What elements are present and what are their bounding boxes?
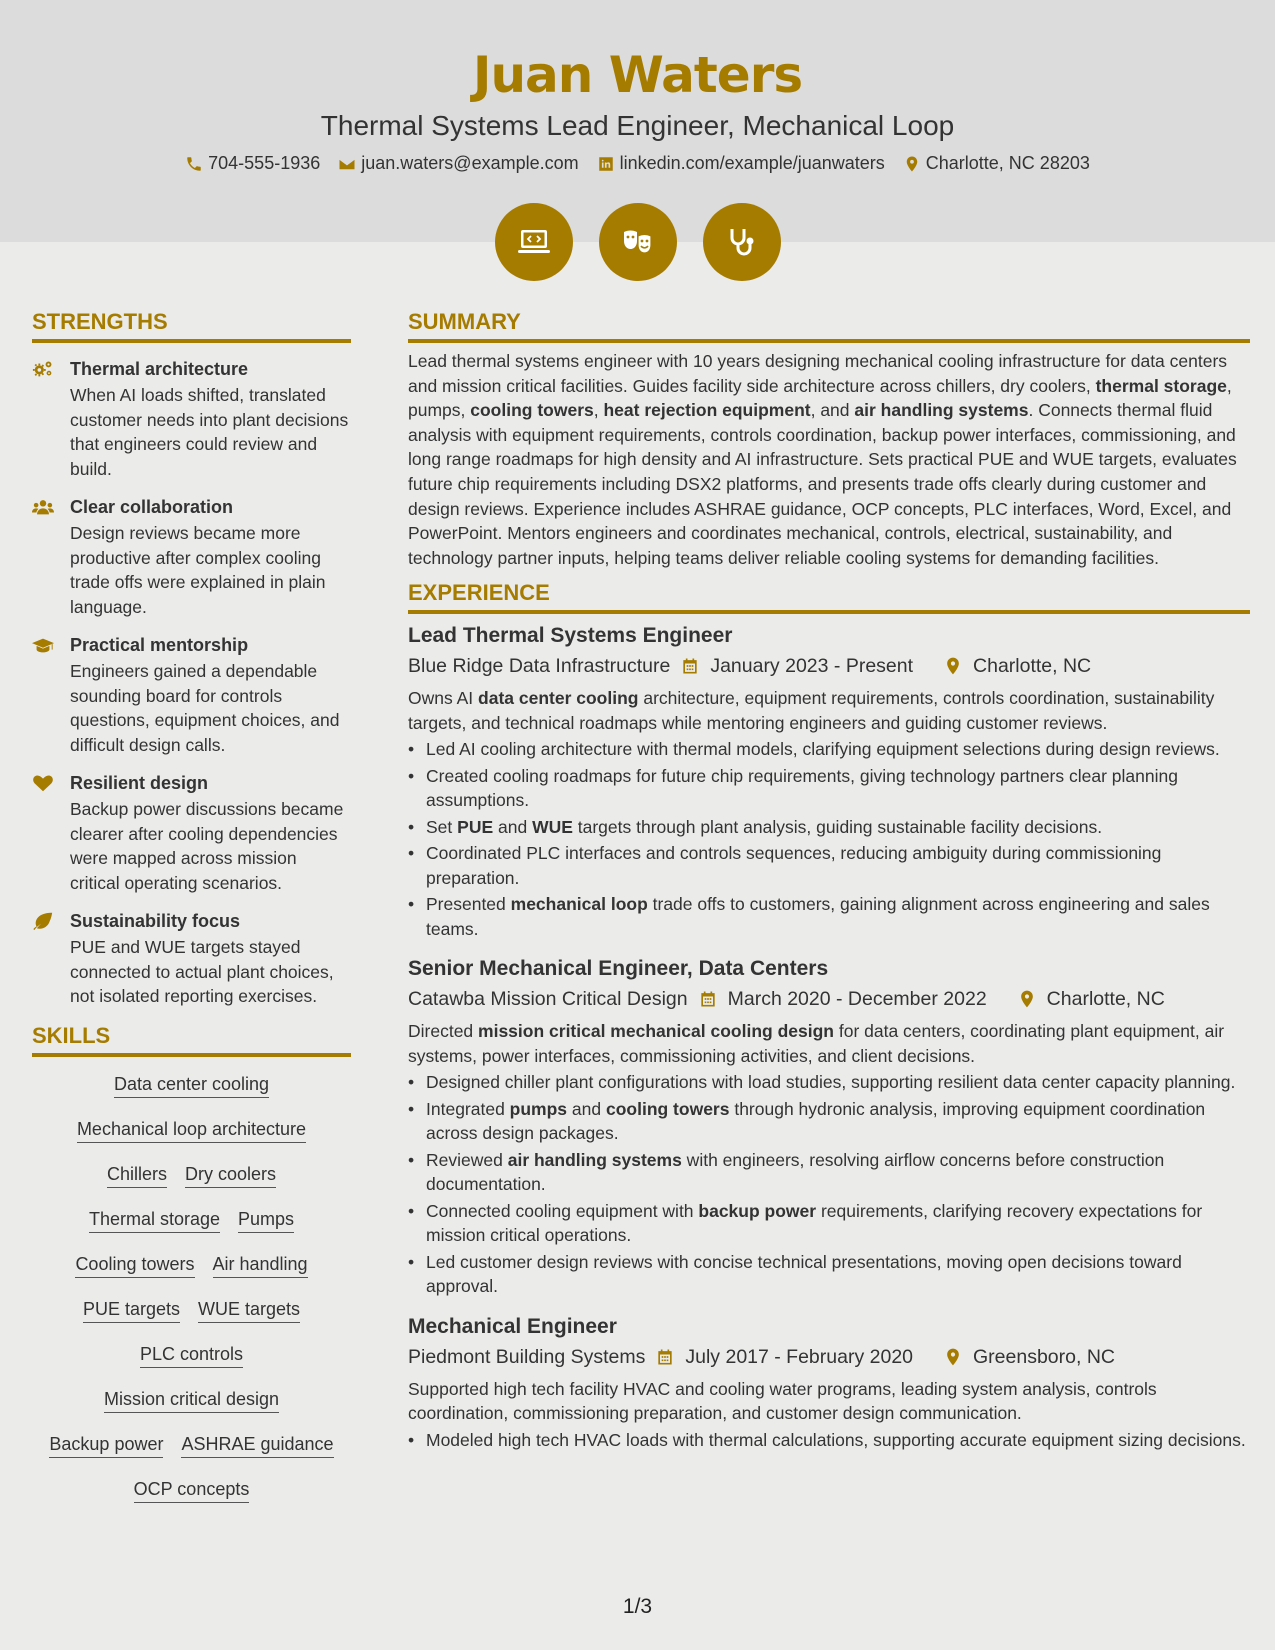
skill-tag: Cooling towers — [75, 1254, 194, 1278]
map-marker-icon — [903, 155, 921, 173]
strength-item — [32, 771, 351, 895]
job-bullet — [408, 737, 1250, 762]
job-entry — [408, 955, 1250, 1299]
gears-icon — [32, 357, 56, 481]
job-dates: July 2017 - February 2020 — [685, 1345, 914, 1368]
job-bullet — [408, 1148, 1250, 1197]
strength-body — [70, 495, 351, 619]
skills-list — [32, 1065, 351, 1515]
contact-bar — [0, 153, 1275, 174]
skill-tag: Mission critical design — [104, 1389, 279, 1413]
text-run: Connected cooling equipment with — [426, 1200, 699, 1221]
phone-icon — [185, 155, 203, 173]
badge-row — [0, 203, 1275, 281]
job-location: Greensboro, NC — [973, 1345, 1115, 1368]
right-column — [408, 309, 1250, 1454]
text-run: Modeled high tech HVAC loads with thermal calculations, supporting accurate equipment sizing decisions. — [426, 1429, 1246, 1450]
job-entry — [408, 622, 1250, 941]
job-company: Catawba Mission Critical Design — [408, 988, 688, 1011]
strength-body — [70, 357, 351, 481]
skill-row — [32, 1425, 351, 1470]
laptop-code-badge — [495, 203, 573, 281]
job-entry — [408, 1313, 1250, 1453]
strength-text: Engineers gained a dependable sounding board for controls questions, equipment choices, and difficult design calls. — [70, 661, 340, 755]
text-run: Coordinated PLC interfaces and controls sequences, reducing ambiguity during commissioning preparation. — [426, 843, 1162, 888]
job-meta — [408, 652, 1250, 680]
skill-row — [32, 1065, 351, 1110]
text-run: Integrated — [426, 1098, 510, 1119]
text-run: architecture, equipment requirements, controls coordination, sustainability targets, and technical roadmaps while mentoring engineers and guiding customer reviews. — [408, 688, 1215, 733]
graduation-cap-icon — [32, 633, 56, 757]
job-bullet — [408, 1199, 1250, 1248]
emphasis-text: cooling towers — [470, 400, 594, 421]
text-run: Directed — [408, 1021, 479, 1042]
contact-email[interactable] — [338, 153, 578, 174]
strength-title: Sustainability focus — [70, 911, 241, 931]
text-run: and — [493, 816, 533, 837]
map-marker-icon — [943, 656, 963, 676]
job-bullets — [408, 1070, 1250, 1299]
heart-icon — [32, 771, 56, 895]
skill-tag: WUE targets — [198, 1299, 300, 1323]
emphasis-text: WUE — [532, 816, 573, 837]
emphasis-text: mechanical loop — [510, 894, 648, 915]
text-run: through hydronic analysis, improving equipment coordination across design packages. — [426, 1098, 1206, 1144]
job-company: Piedmont Building Systems — [408, 1345, 646, 1368]
text-run: for data centers, coordinating plant equipment, air systems, power interfaces, commissioning activities, and client decisions. — [408, 1021, 1225, 1066]
job-description — [408, 686, 1250, 735]
job-role: Lead Thermal Systems Engineer — [408, 624, 733, 648]
page-number: 1/3 — [622, 1595, 653, 1618]
calendar-icon — [698, 989, 718, 1009]
job-location: Charlotte, NC — [973, 655, 1092, 678]
job-dates: January 2023 - Present — [710, 655, 914, 678]
strengths-heading: STRENGTHS — [32, 309, 351, 343]
location-text: Charlotte, NC 28203 — [925, 153, 1090, 173]
job-location: Charlotte, NC — [1046, 988, 1165, 1011]
job-bullet — [408, 892, 1250, 941]
candidate-name: Juan Waters — [472, 46, 803, 104]
emphasis-text: PUE — [457, 816, 494, 837]
strength-text: PUE and WUE targets stayed connected to actual plant choices, not isolated reporting exercises. — [70, 937, 334, 1006]
skill-tag: ASHRAE guidance — [181, 1434, 333, 1458]
text-run: Lead thermal systems engineer with 10 years designing mechanical cooling infrastructure for data centers and mission critical facilities. Guides facility side architecture across chillers, dry coolers, — [408, 351, 1228, 396]
masks-theater-badge — [599, 203, 677, 281]
strength-title: Practical mentorship — [70, 635, 249, 655]
strength-text: Backup power discussions became clearer after cooling dependencies were mapped across mission critical operating scenarios. — [70, 799, 344, 893]
laptop-code-icon — [514, 222, 554, 262]
skill-tag: Thermal storage — [89, 1209, 220, 1233]
emphasis-text: air handling systems — [507, 1149, 682, 1170]
job-bullet — [408, 1250, 1250, 1299]
skill-tag: Backup power — [49, 1434, 163, 1458]
job-meta — [408, 985, 1250, 1013]
strength-body — [70, 633, 351, 757]
strength-text: When AI loads shifted, translated customer needs into plant decisions that engineers could review and build. — [70, 385, 349, 479]
job-bullet — [408, 1070, 1250, 1095]
text-run: Presented — [426, 894, 511, 915]
skill-row — [32, 1155, 351, 1200]
skills-heading: SKILLS — [32, 1023, 351, 1057]
text-run: Set — [426, 816, 458, 837]
calendar-icon — [655, 1347, 675, 1367]
text-run: Led customer design reviews with concise technical presentations, moving open decisions toward approval. — [426, 1251, 1182, 1297]
job-role: Mechanical Engineer — [408, 1314, 617, 1338]
map-marker-icon — [943, 1347, 963, 1367]
envelope-icon — [338, 155, 356, 173]
emphasis-text: backup power — [698, 1200, 817, 1221]
strength-item — [32, 495, 351, 619]
skill-tag: Air handling — [213, 1254, 308, 1278]
job-description — [408, 1019, 1250, 1068]
strength-body — [70, 771, 351, 895]
summary-heading: SUMMARY — [408, 309, 1250, 343]
strength-title: Thermal architecture — [70, 359, 249, 379]
stethoscope-badge — [703, 203, 781, 281]
linkedin-icon — [597, 155, 615, 173]
emphasis-text: pumps — [509, 1098, 568, 1119]
job-bullet — [408, 841, 1250, 890]
text-run: . Connects thermal fluid analysis with equipment requirements, controls coordination, backup power interfaces, commissioning, and long range roadmaps for high density and AI infrastructure. Sets practical PUE and WUE targets, evaluates future chip requirements including DSX2 platforms, and presents trade offs clearly during customer and design reviews. Experience includes ASHRAE guidance, OCP concepts, PLC interfaces, Word, Excel, and PowerPoint. Mentors engineers and coordinates mechanical, controls, electrical, sustainability, and technology partner inputs, helping teams deliver reliable cooling systems for demanding facilities. — [408, 400, 1237, 568]
emphasis-text: data center cooling — [478, 688, 639, 709]
masks-theater-icon — [618, 222, 658, 262]
job-bullets — [408, 737, 1250, 941]
skill-tag: OCP concepts — [134, 1479, 250, 1503]
strength-item — [32, 633, 351, 757]
text-run: Created cooling roadmaps for future chip requirements, giving technology partners clear planning assumptions. — [426, 765, 1178, 811]
job-bullet — [408, 764, 1250, 813]
strength-item — [32, 357, 351, 481]
job-role: Senior Mechanical Engineer, Data Centers — [408, 957, 829, 981]
phone-text: 704-555-1936 — [208, 153, 321, 173]
skill-tag: Dry coolers — [185, 1164, 276, 1188]
map-marker-icon — [1017, 989, 1037, 1009]
calendar-icon — [680, 656, 700, 676]
skill-tag: PLC controls — [140, 1344, 243, 1368]
job-bullets — [408, 1428, 1250, 1453]
skill-tag: Data center cooling — [114, 1074, 269, 1098]
skill-row — [32, 1380, 351, 1425]
text-run: Led AI cooling architecture with thermal models, clarifying equipment selections during design reviews. — [426, 739, 1220, 760]
candidate-title: Thermal Systems Lead Engineer, Mechanical Loop — [320, 110, 955, 141]
emphasis-text: air handling systems — [854, 400, 1029, 421]
text-run: trade offs to customers, gaining alignment across engineering and sales teams. — [426, 894, 1210, 939]
text-run: Reviewed — [426, 1149, 508, 1170]
skill-row — [32, 1245, 351, 1290]
stethoscope-icon — [722, 222, 762, 262]
skill-tag: Mechanical loop architecture — [77, 1119, 306, 1143]
skill-row — [32, 1200, 351, 1245]
job-bullet — [408, 1428, 1250, 1453]
skill-row — [32, 1290, 351, 1335]
skill-row — [32, 1110, 351, 1155]
emphasis-text: heat rejection equipment — [603, 400, 811, 421]
emphasis-text: cooling towers — [605, 1098, 730, 1119]
skill-row — [32, 1335, 351, 1380]
text-run: , pumps, — [408, 375, 1232, 421]
strength-title: Resilient design — [70, 773, 209, 793]
text-run: with engineers, resolving airflow concerns before construction documentation. — [426, 1149, 1165, 1195]
experience-list — [408, 622, 1250, 1452]
emphasis-text: thermal storage — [1095, 375, 1227, 396]
skill-row — [32, 1470, 351, 1515]
strength-title: Clear collaboration — [70, 497, 234, 517]
job-company: Blue Ridge Data Infrastructure — [408, 655, 671, 678]
text-run: targets through plant analysis, guiding sustainable facility decisions. — [572, 816, 1103, 837]
job-bullet — [408, 1097, 1250, 1146]
strength-text: Design reviews became more productive after complex cooling trade offs were explained in plain language. — [70, 523, 326, 617]
contact-phone[interactable] — [185, 153, 320, 174]
text-run: , and — [810, 400, 855, 421]
linkedin-text: linkedin.com/example/juanwaters — [619, 153, 885, 173]
job-meta — [408, 1343, 1250, 1371]
job-bullet — [408, 815, 1250, 840]
contact-location — [903, 153, 1090, 174]
strength-body — [70, 909, 351, 1009]
skill-tag: Chillers — [107, 1164, 167, 1188]
users-icon — [32, 495, 56, 619]
job-dates: March 2020 - December 2022 — [727, 988, 987, 1011]
strengths-list — [32, 357, 351, 1009]
emphasis-text: mission critical mechanical cooling design — [478, 1021, 834, 1042]
text-run: , — [593, 400, 604, 421]
text-run: requirements, clarifying recovery expectations for mission critical operations. — [426, 1200, 1203, 1246]
text-run: and — [567, 1098, 606, 1119]
email-text: juan.waters@example.com — [361, 153, 579, 173]
text-run: Designed chiller plant configurations with load studies, supporting resilient data center capacity planning. — [426, 1072, 1236, 1093]
summary-text — [408, 349, 1250, 570]
strength-item — [32, 909, 351, 1009]
job-description — [408, 1377, 1250, 1426]
experience-heading: EXPERIENCE — [408, 580, 1250, 614]
contact-linkedin[interactable] — [597, 153, 885, 174]
leaf-icon — [32, 909, 56, 1009]
skill-tag: Pumps — [238, 1209, 294, 1233]
text-run: Supported high tech facility HVAC and cooling water programs, leading system analysis, controls coordination, commissioning preparation, and customer design communication. — [408, 1378, 1157, 1424]
text-run: Owns AI — [408, 688, 479, 709]
left-column — [32, 309, 351, 1515]
skill-tag: PUE targets — [83, 1299, 180, 1323]
